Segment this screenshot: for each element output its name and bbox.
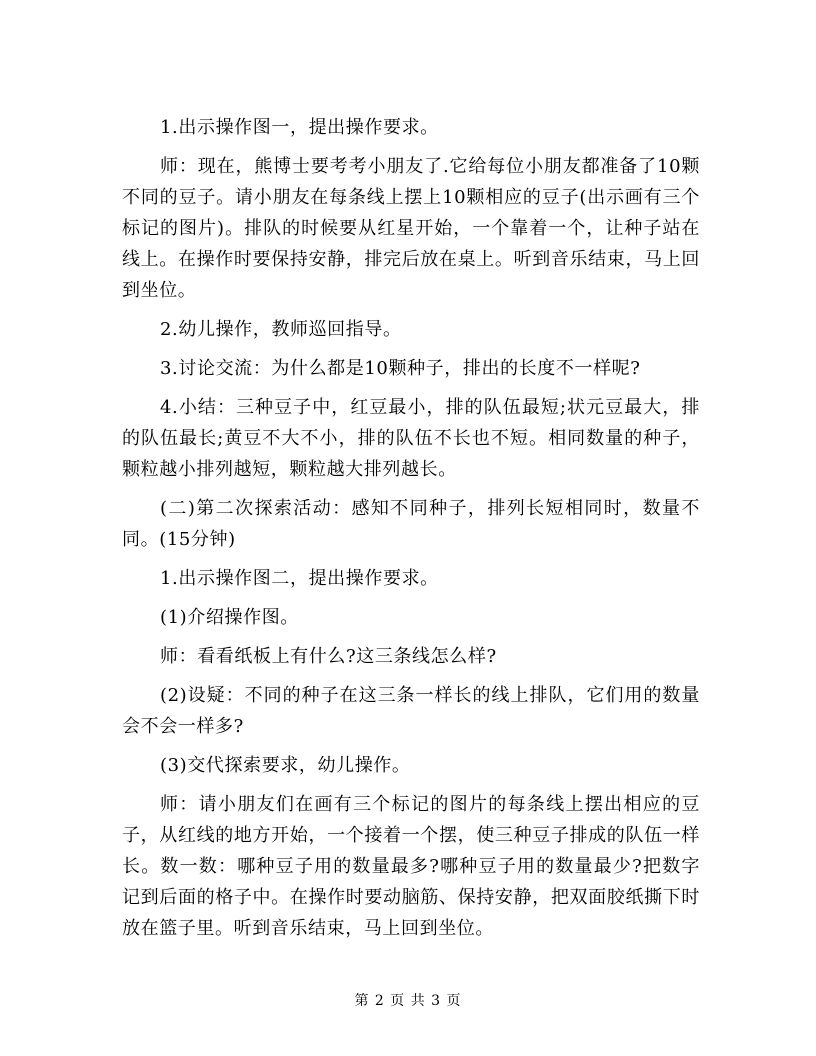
paragraph-5: 4.小结：三种豆子中，红豆最小，排的队伍最短;状元豆最大，排的队伍最长;黄豆不大不小，排的队伍不长也不短。相同数量的种子，颗粒越小排列越短，颗粒越大排列越长。 bbox=[122, 397, 700, 480]
paragraph-6: (二)第二次探索活动：感知不同种子，排列长短相同时，数量不同。(15分钟) bbox=[122, 498, 700, 550]
paragraph-4: 3.讨论交流：为什么都是10颗种子，排出的长度不一样呢? bbox=[160, 358, 641, 379]
paragraph-2: 师：现在，熊博士要考考小朋友了.它给每位小朋友都准备了10颗不同的豆子。请小朋友在每条线上摆上10颗相应的豆子(出示画有三个标记的图片)。排队的时候要从红星开始，一个靠着一个，让种子站在线上。在操作时要保持安静，排完后放在桌上。听到音乐结束，马上回到坐位。 bbox=[122, 156, 700, 301]
paragraph-3: 2.幼儿操作，教师巡回指导。 bbox=[160, 319, 402, 340]
paragraph-12: 师：请小朋友们在画有三个标记的图片的每条线上摆出相应的豆子，从红线的地方开始，一个接着一个摆，使三种豆子排成的队伍一样长。数一数：哪种豆子用的数量最多?哪种豆子用的数量最少?把数字记到后面的格子中。在操作时要动脑筋、保持安静，把双面胶纸撕下时放在篮子里。听到音乐结束，马上回到坐位。 bbox=[122, 794, 700, 939]
page-footer: 第 2 页 共 3 页 bbox=[354, 993, 462, 1009]
paragraph-7: 1.出示操作图二，提出操作要求。 bbox=[160, 568, 439, 589]
paragraph-8: (1)介绍操作图。 bbox=[160, 607, 299, 628]
document-body bbox=[122, 112, 700, 952]
paragraph-10: (2)设疑：不同的种子在这三条一样长的线上排队，它们用的数量会不会一样多? bbox=[122, 685, 700, 737]
paragraph-11: (3)交代探索要求，幼儿操作。 bbox=[160, 755, 411, 776]
paragraph-9: 师：看看纸板上有什么?这三条线怎么样? bbox=[160, 646, 497, 667]
paragraph-1: 1.出示操作图一，提出操作要求。 bbox=[160, 117, 439, 138]
